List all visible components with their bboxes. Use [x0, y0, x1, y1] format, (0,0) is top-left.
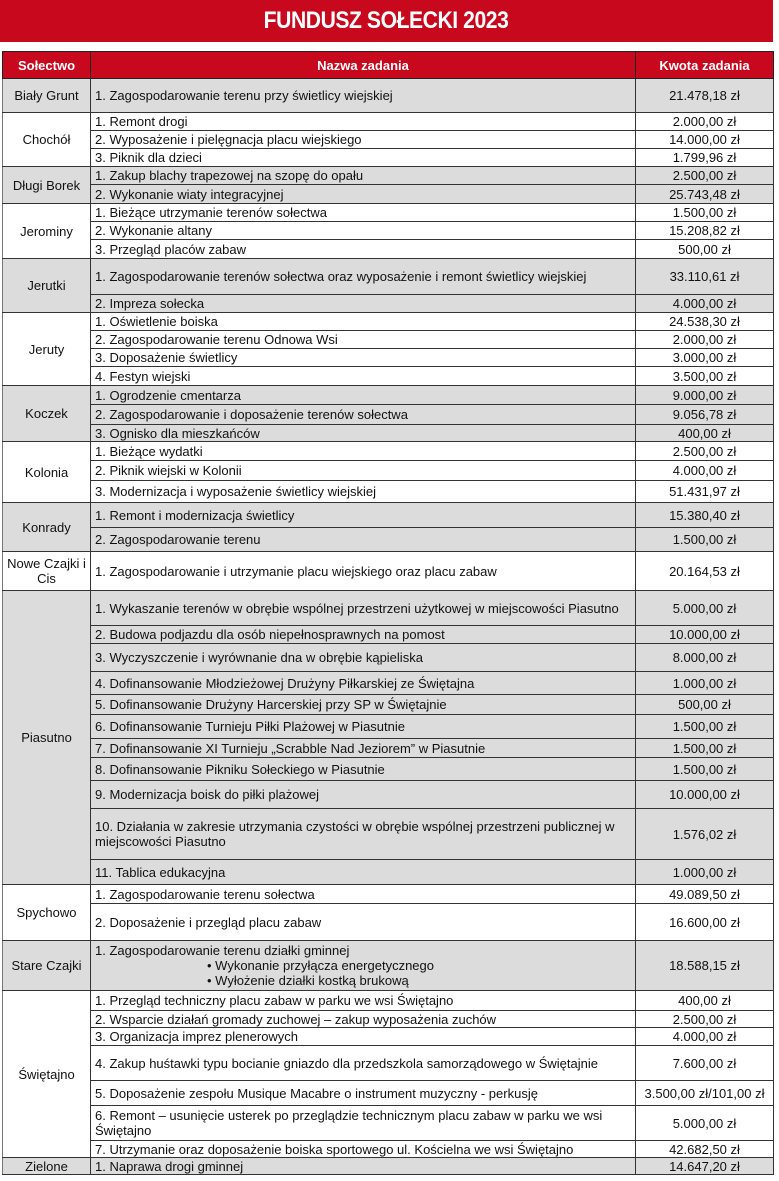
village-name-cell: Jerutki — [3, 259, 91, 313]
task-name-cell: 2. Wykonanie wiaty integracyjnej — [91, 185, 636, 204]
village-name-cell: Kolonia — [3, 442, 91, 503]
village-name-cell: Koczek — [3, 386, 91, 442]
table-row — [3, 349, 774, 367]
task-amount-cell: 33.110,61 zł — [636, 259, 774, 295]
task-amount-cell: 9.056,78 zł — [636, 405, 774, 425]
task-name-cell: 5. Dofinansowanie Drużyny Harcerskiej przy SP w Świętajnie — [91, 695, 636, 715]
task-amount-cell: 1.500,00 zł — [636, 528, 774, 552]
table-row — [3, 860, 774, 885]
table-row — [3, 904, 774, 941]
table-row — [3, 552, 774, 591]
task-name-cell: 3. Organizacja imprez plenerowych — [91, 1028, 636, 1046]
task-amount-cell: 18.588,15 zł — [636, 941, 774, 991]
task-name-cell: 1. Remont drogi — [91, 113, 636, 131]
task-amount-cell: 49.089,50 zł — [636, 885, 774, 904]
table-row — [3, 331, 774, 349]
task-amount-cell: 10.000,00 zł — [636, 626, 774, 644]
task-name-cell: 1. Przegląd techniczny placu zabaw w parku we wsi Świętajno — [91, 991, 636, 1011]
task-name-cell: 8. Dofinansowanie Pikniku Sołeckiego w Piasutnie — [91, 758, 636, 781]
task-amount-cell: 25.743,48 zł — [636, 185, 774, 204]
table-row — [3, 739, 774, 758]
village-name-cell: Piasutno — [3, 591, 91, 885]
task-amount-cell: 2.000,00 zł — [636, 113, 774, 131]
task-name-cell: 2. Zagospodarowanie terenu Odnowa Wsi — [91, 331, 636, 349]
task-name-cell: 6. Remont – usunięcie usterek po przeglądzie technicznym placu zabaw w parku we wsi Świętajno — [91, 1106, 636, 1141]
task-name-cell: 3. Piknik dla dzieci — [91, 149, 636, 167]
page-title-banner — [0, 0, 773, 42]
table-row — [3, 503, 774, 528]
table-row — [3, 222, 774, 240]
table-row — [3, 367, 774, 386]
task-name-cell: 1. Oświetlenie boiska — [91, 313, 636, 331]
table-row — [3, 113, 774, 131]
task-amount-cell: 16.600,00 zł — [636, 904, 774, 941]
task-name-cell: 3. Modernizacja i wyposażenie świetlicy wiejskiej — [91, 481, 636, 503]
task-amount-cell: 400,00 zł — [636, 991, 774, 1011]
table-row — [3, 461, 774, 481]
task-name-cell: 7. Utrzymanie oraz doposażenie boiska sportowego ul. Kościelna we wsi Świętajno — [91, 1141, 636, 1158]
task-amount-cell: 500,00 zł — [636, 240, 774, 259]
village-name-cell: Świętajno — [3, 991, 91, 1158]
task-name-cell: 1. Zagospodarowanie terenu przy świetlicy wiejskiej — [91, 79, 636, 113]
table-row — [3, 167, 774, 185]
task-name-cell: 2. Piknik wiejski w Kolonii — [91, 461, 636, 481]
task-amount-cell: 14.647,20 zł — [636, 1158, 774, 1175]
table-row — [3, 1158, 774, 1175]
table-row — [3, 386, 774, 405]
village-name-cell: Stare Czajki — [3, 941, 91, 991]
task-name-cell: 2. Wykonanie altany — [91, 222, 636, 240]
task-name-cell: 1. Naprawa drogi gminnej — [91, 1158, 636, 1175]
task-amount-cell: 20.164,53 zł — [636, 552, 774, 591]
table-row — [3, 1046, 774, 1081]
task-name-cell: 11. Tablica edukacyjna — [91, 860, 636, 885]
task-amount-cell: 3.000,00 zł — [636, 349, 774, 367]
task-amount-cell: 5.000,00 zł — [636, 1106, 774, 1141]
task-name-cell: 3. Przegląd placów zabaw — [91, 240, 636, 259]
village-name-cell: Długi Borek — [3, 167, 91, 204]
task-amount-cell: 9.000,00 zł — [636, 386, 774, 405]
table-row — [3, 626, 774, 644]
task-amount-cell: 2.500,00 zł — [636, 442, 774, 461]
table-row — [3, 185, 774, 204]
task-name-cell: 1. Ogrodzenie cmentarza — [91, 386, 636, 405]
task-name-cell: 7. Dofinansowanie XI Turnieju „Scrabble Nad Jeziorem” w Piasutnie — [91, 739, 636, 758]
task-amount-cell: 24.538,30 zł — [636, 313, 774, 331]
task-name-cell: 3. Ognisko dla mieszkańców — [91, 425, 636, 442]
table-row — [3, 481, 774, 503]
task-amount-cell: 500,00 zł — [636, 695, 774, 715]
task-name-cell: 5. Doposażenie zespołu Musique Macabre o instrument muzyczny - perkusję — [91, 1081, 636, 1106]
task-subitem: • Wykonanie przyłącza energetycznego — [207, 958, 434, 973]
task-amount-cell: 1.799,96 zł — [636, 149, 774, 167]
task-name-cell: 1. Bieżące utrzymanie terenów sołectwa — [91, 204, 636, 222]
task-amount-cell: 3.500,00 zł — [636, 367, 774, 386]
task-name-cell: 2. Wyposażenie i pielęgnacja placu wiejskiego — [91, 131, 636, 149]
task-name-cell: 2. Zagospodarowanie terenu — [91, 528, 636, 552]
task-name-cell: 2. Wsparcie działań gromady zuchowej – zakup wyposażenia zuchów — [91, 1011, 636, 1028]
task-name-cell: 10. Działania w zakresie utrzymania czystości w obrębie wspólnej przestrzeni publicznej w miejscowości Piasutno — [91, 809, 636, 860]
task-name-cell: 9. Modernizacja boisk do piłki plażowej — [91, 781, 636, 809]
task-amount-cell: 2.500,00 zł — [636, 1011, 774, 1028]
village-fund-table — [2, 51, 774, 1175]
village-name-cell: Spychowo — [3, 885, 91, 941]
task-amount-cell: 1.000,00 zł — [636, 672, 774, 695]
task-name-cell: 2. Budowa podjazdu dla osób niepełnosprawnych na pomost — [91, 626, 636, 644]
table-row — [3, 809, 774, 860]
table-row — [3, 1028, 774, 1046]
table-row — [3, 1141, 774, 1158]
task-label: 1. Zagospodarowanie terenu działki gminnej — [95, 943, 350, 958]
table-row — [3, 758, 774, 781]
task-name-cell: 1. Zagospodarowanie terenu sołectwa — [91, 885, 636, 904]
table-body — [3, 79, 774, 1175]
task-amount-cell: 15.208,82 zł — [636, 222, 774, 240]
task-name-cell: 1. Bieżące wydatki — [91, 442, 636, 461]
page-title: FUNDUSZ SOŁECKI 2023 — [264, 7, 509, 34]
task-amount-cell: 5.000,00 zł — [636, 591, 774, 626]
task-amount-cell: 4.000,00 zł — [636, 295, 774, 313]
task-name-cell: 4. Zakup huśtawki typu bocianie gniazdo dla przedszkola samorządowego w Świętajnie — [91, 1046, 636, 1081]
village-name-cell: Jerominy — [3, 204, 91, 259]
task-amount-cell: 1.500,00 zł — [636, 204, 774, 222]
task-amount-cell: 2.500,00 zł — [636, 167, 774, 185]
task-amount-cell: 42.682,50 zł — [636, 1141, 774, 1158]
table-row — [3, 781, 774, 809]
task-amount-cell: 14.000,00 zł — [636, 131, 774, 149]
task-name-cell: 1. Zakup blachy trapezowej na szopę do opału — [91, 167, 636, 185]
table-row — [3, 991, 774, 1011]
column-header-amount: Kwota zadania — [636, 52, 774, 79]
table-row — [3, 131, 774, 149]
table-row — [3, 1106, 774, 1141]
task-name-cell: 2. Zagospodarowanie i doposażenie terenów sołectwa — [91, 405, 636, 425]
task-amount-cell: 4.000,00 zł — [636, 461, 774, 481]
table-row — [3, 672, 774, 695]
task-name-cell: 1. Wykaszanie terenów w obrębie wspólnej przestrzeni użytkowej w miejscowości Piasutno — [91, 591, 636, 626]
task-name-cell: 1. Remont i modernizacja świetlicy — [91, 503, 636, 528]
table-row — [3, 79, 774, 113]
task-name-cell: 6. Dofinansowanie Turnieju Piłki Plażowej w Piasutnie — [91, 715, 636, 739]
task-amount-cell: 51.431,97 zł — [636, 481, 774, 503]
task-amount-cell: 400,00 zł — [636, 425, 774, 442]
table-row — [3, 204, 774, 222]
task-amount-cell: 21.478,18 zł — [636, 79, 774, 113]
table-row — [3, 295, 774, 313]
table-row — [3, 442, 774, 461]
task-amount-cell: 1.000,00 zł — [636, 860, 774, 885]
task-amount-cell: 10.000,00 zł — [636, 781, 774, 809]
task-name-cell: 4. Dofinansowanie Młodzieżowej Drużyny Piłkarskiej ze Świętajna — [91, 672, 636, 695]
table-row — [3, 941, 774, 991]
table-row — [3, 425, 774, 442]
task-subitem: • Wyłożenie działki kostką brukową — [207, 973, 409, 988]
task-amount-cell: 15.380,40 zł — [636, 503, 774, 528]
table-row — [3, 1011, 774, 1028]
task-name-cell: 4. Festyn wiejski — [91, 367, 636, 386]
task-amount-cell: 2.000,00 zł — [636, 331, 774, 349]
task-name-cell: 2. Doposażenie i przegląd placu zabaw — [91, 904, 636, 941]
table-row — [3, 644, 774, 672]
village-name-cell: Nowe Czajki i Cis — [3, 552, 91, 591]
task-amount-cell: 1.500,00 zł — [636, 739, 774, 758]
task-name-cell — [91, 941, 636, 991]
task-amount-cell: 1.500,00 zł — [636, 758, 774, 781]
task-amount-cell: 1.500,00 zł — [636, 715, 774, 739]
table-row — [3, 885, 774, 904]
village-name-cell: Biały Grunt — [3, 79, 91, 113]
column-header-village: Sołectwo — [3, 52, 91, 79]
table-row — [3, 149, 774, 167]
table-row — [3, 695, 774, 715]
table-header-row — [3, 52, 774, 79]
table-row — [3, 528, 774, 552]
column-header-task: Nazwa zadania — [91, 52, 636, 79]
task-name-cell: 3. Doposażenie świetlicy — [91, 349, 636, 367]
table-row — [3, 715, 774, 739]
village-name-cell: Konrady — [3, 503, 91, 552]
table-row — [3, 1081, 774, 1106]
task-amount-cell: 7.600,00 zł — [636, 1046, 774, 1081]
table-row — [3, 259, 774, 295]
village-name-cell: Chochół — [3, 113, 91, 167]
task-name-cell: 3. Wyczyszczenie i wyrównanie dna w obrębie kąpieliska — [91, 644, 636, 672]
task-amount-cell: 4.000,00 zł — [636, 1028, 774, 1046]
table-row — [3, 313, 774, 331]
village-name-cell: Jeruty — [3, 313, 91, 386]
task-amount-cell: 1.576,02 zł — [636, 809, 774, 860]
task-name-cell: 2. Impreza sołecka — [91, 295, 636, 313]
table-row — [3, 240, 774, 259]
table-row — [3, 405, 774, 425]
table-row — [3, 591, 774, 626]
task-name-cell: 1. Zagospodarowanie terenów sołectwa oraz wyposażenie i remont świetlicy wiejskiej — [91, 259, 636, 295]
task-name-cell: 1. Zagospodarowanie i utrzymanie placu wiejskiego oraz placu zabaw — [91, 552, 636, 591]
task-amount-cell: 8.000,00 zł — [636, 644, 774, 672]
village-name-cell: Zielone — [3, 1158, 91, 1175]
task-amount-cell: 3.500,00 zł/101,00 zł — [636, 1081, 774, 1106]
